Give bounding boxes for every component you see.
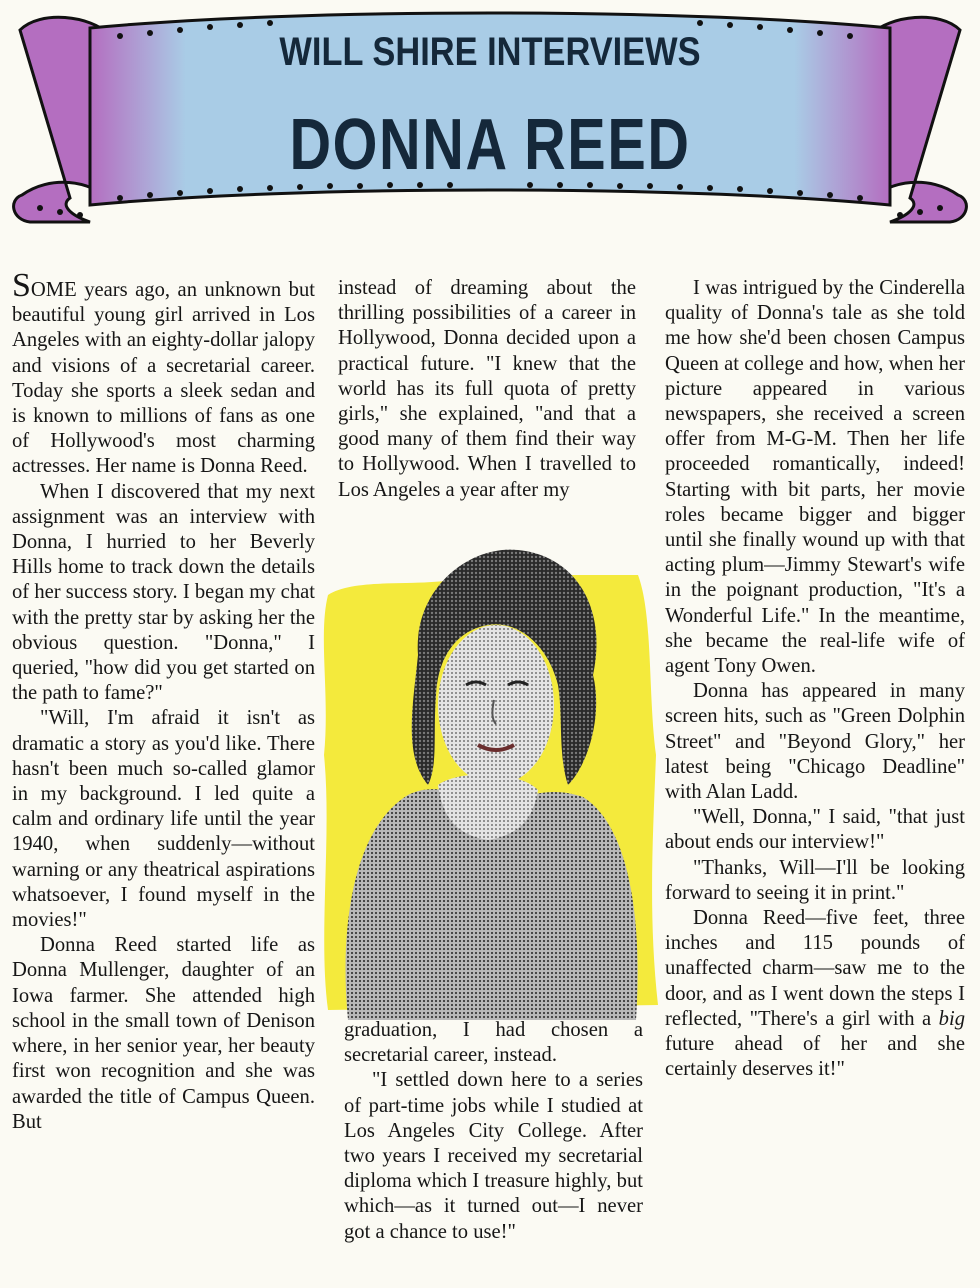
title-banner xyxy=(0,0,980,250)
drop-cap: S xyxy=(12,267,31,304)
article-paragraph xyxy=(665,906,965,1082)
article-paragraph: "Thanks, Will—I'll be looking forward to seeing it in print." xyxy=(665,856,965,904)
article-paragraph: "I settled down here to a series of part-time jobs while I studied at Los Angeles City College. After two years I received my secretarial diploma which I treasure highly, but which—as it turned out—I never got a chance to use!" xyxy=(344,1069,643,1243)
article-paragraph xyxy=(12,267,315,480)
banner-heading-interviews: WILL SHIRE INTERVIEWS xyxy=(279,30,701,74)
paragraph-text: future ahead of her and she certainly deserves it!" xyxy=(665,1033,965,1081)
article-paragraph: graduation, I had chosen a secretarial career, instead. xyxy=(344,1019,643,1067)
portrait-photo xyxy=(318,535,658,1020)
banner-heading-name: DONNA REED xyxy=(289,105,691,185)
article-paragraph: Donna has appeared in many screen hits, such as "Green Dolphin Street" and "Beyond Glory," her latest being "Chicago Deadline" with Alan Ladd. xyxy=(665,680,965,804)
article-paragraph: instead of dreaming about the thrilling possibilities of a career in Hollywood, Donna decided upon a practical future. "I knew that the world has its full quota of pretty girls," she explained, "and that a good many of them find their way to Hollywood. When I travelled to Los Angeles a year after my xyxy=(338,277,636,501)
article-paragraph: When I discovered that my next assignment was an interview with Donna, I hurried to her Beverly Hills home to track down the details of her success story. I began my chat with the pretty star by asking her the obvious question. "Donna," I queried, "how did you get started on the path to fame?" xyxy=(12,480,315,705)
paragraph-text: Donna Reed—five feet, three inches and 115 pounds of unaffected charm—saw me to the door, and as I went down the steps I reflected, "There's a girl with a xyxy=(665,907,965,1030)
article-column-2-bottom xyxy=(344,1018,643,1245)
article-paragraph: I was intrigued by the Cinderella quality of Donna's tale as she told me how she'd been chosen Campus Queen at college and how, when her picture appeared in various newspapers, she received a screen offer from M-G-M. Then her life proceeded romantically, indeed! Starting with bit parts, her movie roles became bigger and bigger until she finally wound up with that acting plum—Jimmy Stewart's wife in the poignant production, "It's a Wonderful Life." In the meantime, she became the real-life wife of agent Tony Owen. xyxy=(665,277,965,678)
article-paragraph: "Will, I'm afraid it isn't as dramatic a story as you'd like. There hasn't been much so-called glamor in my background. I led quite a calm and ordinary life until the year 1940, when suddenly—without warning or any theatrical aspirations whatsoever, I found myself in the movies!" xyxy=(12,707,315,932)
article-paragraph: "Well, Donna," I said, "that just about ends our interview!" xyxy=(665,806,965,854)
article-column-1 xyxy=(12,267,315,1135)
article-column-3 xyxy=(665,276,965,1083)
paragraph-text: OME years ago, an unknown but beautiful young girl arrived in Los Angeles with an eighty-dollar jalopy and visions of a secretarial career. Today she sports a sleek sedan and is known to millions of fans as one of Hollywood's most charming actresses. Her name is Donna Reed. xyxy=(12,279,315,478)
emphasized-word: big xyxy=(938,1007,965,1030)
article-column-2-top xyxy=(338,276,636,503)
portrait-photo-icon xyxy=(318,535,658,1020)
article-paragraph: Donna Reed started life as Donna Mullenger, daughter of an Iowa farmer. She attended high school in the small town of Denison where, in her senior year, her beauty first won recognition and she was awarded the title of Campus Queen. But xyxy=(12,934,315,1133)
